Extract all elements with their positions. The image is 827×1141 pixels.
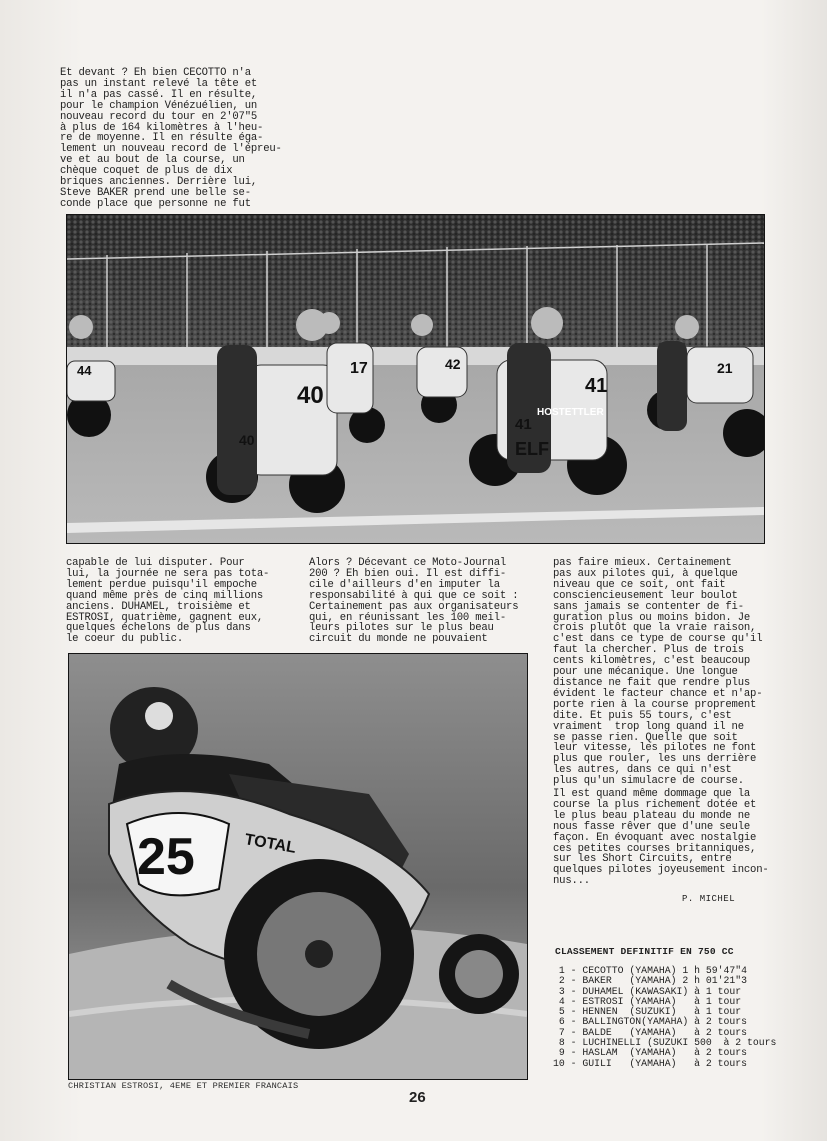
text-line: guration plus ou moins bidon. Je: [553, 611, 751, 624]
text-line: sans jamais se contenter de fi-: [553, 600, 744, 613]
text-line: circuit du monde ne pouvaient: [309, 633, 488, 646]
classement-title: CLASSEMENT DEFINITIF EN 750 CC: [555, 946, 734, 957]
text-line: consciencieusement leur boulot: [553, 589, 738, 602]
text-line: cile d'ailleurs d'en imputer la: [309, 578, 500, 591]
text-line: capable de lui disputer. Pour: [66, 557, 245, 569]
bottom-sponsor-text: TOTAL: [243, 831, 298, 857]
top-number-44: 44: [77, 363, 92, 378]
text-line: ces petites courses britanniques,: [553, 842, 757, 855]
top-number-40: 40: [297, 382, 324, 409]
author-signature: P. MICHEL: [682, 894, 736, 904]
page-number: 26: [409, 1089, 426, 1106]
text-line: lement perdue puisqu'il empoche: [66, 578, 257, 591]
text-line: nouveau record du tour en 2'07"5: [60, 110, 258, 123]
text-line: Steve BAKER prend une belle se-: [60, 186, 251, 199]
text-line: re de moyenne. Il en résulte éga-: [60, 132, 264, 145]
result-row: 10 - GUILI (YAMAHA) à 2 tours: [553, 1057, 748, 1069]
text-line: ve et au bout de la course, un: [60, 154, 245, 167]
text-line: 200 ? Eh bien oui. Il est diffi-: [309, 567, 507, 580]
top-number-41: 41: [585, 375, 608, 397]
column-2-text: [309, 558, 518, 645]
text-line: plus que rouler, les uns derrière: [553, 753, 757, 766]
text-line: responsabilité à qui que ce soit :: [309, 589, 519, 602]
top-banner-text: ELF: [515, 439, 549, 459]
column-1-text: [66, 558, 269, 645]
text-line: course la plus richement dotée et: [553, 798, 757, 811]
text-line: sur les Short Circuits, entre: [553, 853, 732, 866]
text-line: anciens. DUHAMEL, troisième et: [66, 600, 251, 613]
text-line: pas un instant relevé la tête et: [60, 77, 258, 90]
text-line: c'est dans ce type de course qu'il: [553, 633, 763, 646]
text-line: Certainement pas aux organisateurs: [309, 600, 519, 613]
result-row: 2 - BAKER (YAMAHA) 2 h 01'21"3: [553, 975, 748, 987]
text-line: faut la chercher. Plus de trois: [553, 644, 744, 657]
estrosi-photo: [68, 653, 528, 1080]
text-line: ESTROSI, quatrième, gagnent eux,: [66, 611, 264, 624]
text-line: niveau que ce soit, ont fait: [553, 578, 726, 591]
text-line: plus qu'un simulacre de course.: [553, 775, 744, 788]
text-line: Alors ? Décevant ce Moto-Journal: [309, 557, 507, 569]
text-line: Il est quand même dommage que la: [553, 788, 751, 800]
text-line: le coeur du public.: [66, 633, 183, 646]
result-row: 1 - CECOTTO (YAMAHA) 1 h 59'47"4: [553, 965, 748, 976]
text-line: leurs pilotes sur le plus beau: [309, 622, 494, 635]
text-line: chèque coquet de plus de dix: [60, 165, 233, 178]
intro-paragraph: [60, 68, 282, 210]
photo-caption: CHRISTIAN ESTROSI, 4EME ET PREMIER FRANCAIS: [68, 1081, 299, 1091]
text-line: quelques pilotes joyeusement incon-: [553, 864, 769, 877]
text-line: distance ne fait que rendre plus: [553, 676, 751, 689]
text-line: nus...: [553, 875, 590, 888]
text-line: à plus de 164 kilomètres à l'heu-: [60, 121, 264, 134]
text-line: vraiment trop long quand il ne: [553, 720, 744, 733]
text-line: lui, la journée ne sera pas tota-: [66, 567, 270, 580]
text-line: pour le champion Vénézuélien, un: [60, 99, 258, 112]
top-sponsor-text: HOSTETTLER: [537, 407, 604, 418]
text-line: les autres, dans ce qui n'est: [553, 764, 732, 777]
text-line: pas faire mieux. Certainement: [553, 557, 732, 569]
result-row: 6 - BALLINGTON(YAMAHA) à 2 tours: [553, 1016, 748, 1028]
top-number-41b: 41: [515, 416, 532, 433]
text-line: briques anciennes. Derrière lui,: [60, 176, 258, 189]
text-line: dite. Et puis 55 tours, c'est: [553, 709, 732, 722]
text-line: lement un nouveau record de l'épreu-: [60, 143, 282, 156]
result-row: 9 - HASLAM (YAMAHA) à 2 tours: [553, 1047, 748, 1059]
text-line: façon. En évoquant avec nostalgie: [553, 831, 757, 844]
top-number-42: 42: [445, 356, 461, 372]
text-line: conde place que personne ne fut: [60, 197, 251, 210]
text-line: se passe rien. Quelle que soit: [553, 731, 738, 744]
text-line: Et devant ? Eh bien CECOTTO n'a: [60, 67, 251, 79]
top-number-21: 21: [717, 360, 733, 376]
top-number-17: 17: [350, 360, 368, 377]
race-start-photo: [66, 214, 765, 544]
text-line: pas aux pilotes qui, à quelque: [553, 567, 738, 580]
text-line: quelques échelons de plus dans: [66, 622, 251, 635]
result-row: 7 - BALDE (YAMAHA) à 2 tours: [553, 1026, 748, 1038]
text-line: qui, en réunissant les 100 meil-: [309, 611, 507, 624]
column-3-text: [553, 558, 762, 787]
results-table: [553, 966, 776, 1069]
text-line: le plus beau plateau du monde ne: [553, 809, 751, 822]
text-line: leur vitesse, les pilotes ne font: [553, 742, 757, 755]
result-row: 5 - HENNEN (SUZUKI) à 1 tour: [553, 1006, 742, 1018]
text-line: cents kilomètres, c'est beaucoup: [553, 655, 751, 668]
result-row: 3 - DUHAMEL (KAWASAKI) à 1 tour: [553, 985, 742, 997]
result-row: 4 - ESTROSI (YAMAHA) à 1 tour: [553, 995, 742, 1007]
text-line: nous fasse rêver que d'une seule: [553, 820, 751, 833]
text-line: crois plutôt que la vraie raison,: [553, 622, 757, 635]
text-line: quand même près de cinq millions: [66, 589, 264, 602]
result-row: 8 - LUCHINELLI (SUZUKI 500 à 2 tours: [553, 1037, 777, 1049]
top-number-40b: 40: [239, 432, 255, 448]
text-line: porte rien à la course proprement: [553, 698, 757, 711]
bottom-number: 25: [137, 828, 195, 886]
column-3-continuation: [553, 789, 769, 887]
text-line: évident le facteur chance et n'ap-: [553, 687, 763, 700]
text-line: il n'a pas cassé. Il en résulte,: [60, 88, 258, 101]
text-line: pour une mécanique. Une longue: [553, 666, 738, 679]
